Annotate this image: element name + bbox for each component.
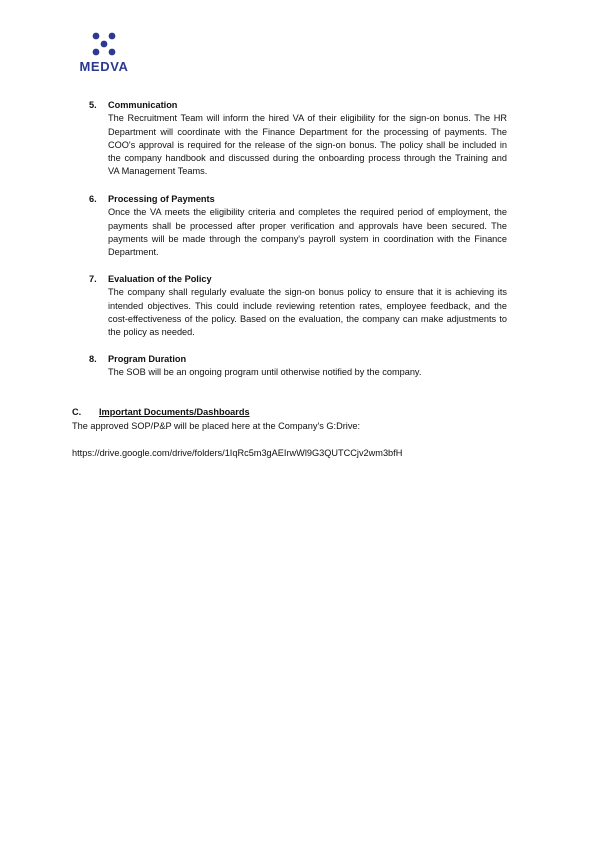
item-number: 8. xyxy=(89,354,97,364)
section-letter: C. xyxy=(72,407,82,417)
medva-logo-mark-icon xyxy=(92,32,116,56)
item-title: Processing of Payments xyxy=(108,194,215,204)
company-logo xyxy=(76,32,132,76)
logo-wordmark: MEDVA xyxy=(79,59,129,74)
section-title: Important Documents/Dashboards xyxy=(99,407,250,417)
item-title: Communication xyxy=(108,100,178,110)
section-intro: The approved SOP/P&P will be placed here at the Company's G:Drive: xyxy=(72,421,361,431)
item-body: Once the VA meets the eligibility criteria and completes the required period of employment, the payments shall be processed after proper verification and approvals have been secured. The payments will be made through the company's payroll system in coordination with the Finance Department. xyxy=(108,207,507,258)
gdrive-link[interactable]: https://drive.google.com/drive/folders/1IqRc5m3gAEIrwWl9G3QUTCCjv2wm3bfH xyxy=(72,448,403,458)
item-title: Evaluation of the Policy xyxy=(108,274,212,284)
item-body: The company shall regularly evaluate the sign-on bonus policy to ensure that it is achieving its intended objectives. This could include reviewing retention rates, employee feedback, and the cost-effectiveness of the policy. Based on the evaluation, the company can make adjustments to the policy as needed. xyxy=(108,287,507,338)
section-heading xyxy=(72,406,250,419)
item-number: 7. xyxy=(89,274,97,284)
item-title: Program Duration xyxy=(108,354,187,364)
item-body: The Recruitment Team will inform the hired VA of their eligibility for the sign-on bonus. The HR Department will coordinate with the Finance Department for the processing of payments. The COO's approval is required for the release of the sign-on bonus. The policy shall be included in the company handbook and discussed during the onboarding process through the Training and VA Management Teams. xyxy=(108,113,507,177)
item-number: 6. xyxy=(89,194,97,204)
item-body: The SOB will be an ongoing program until otherwise notified by the company. xyxy=(108,367,422,378)
item-number: 5. xyxy=(89,100,97,110)
